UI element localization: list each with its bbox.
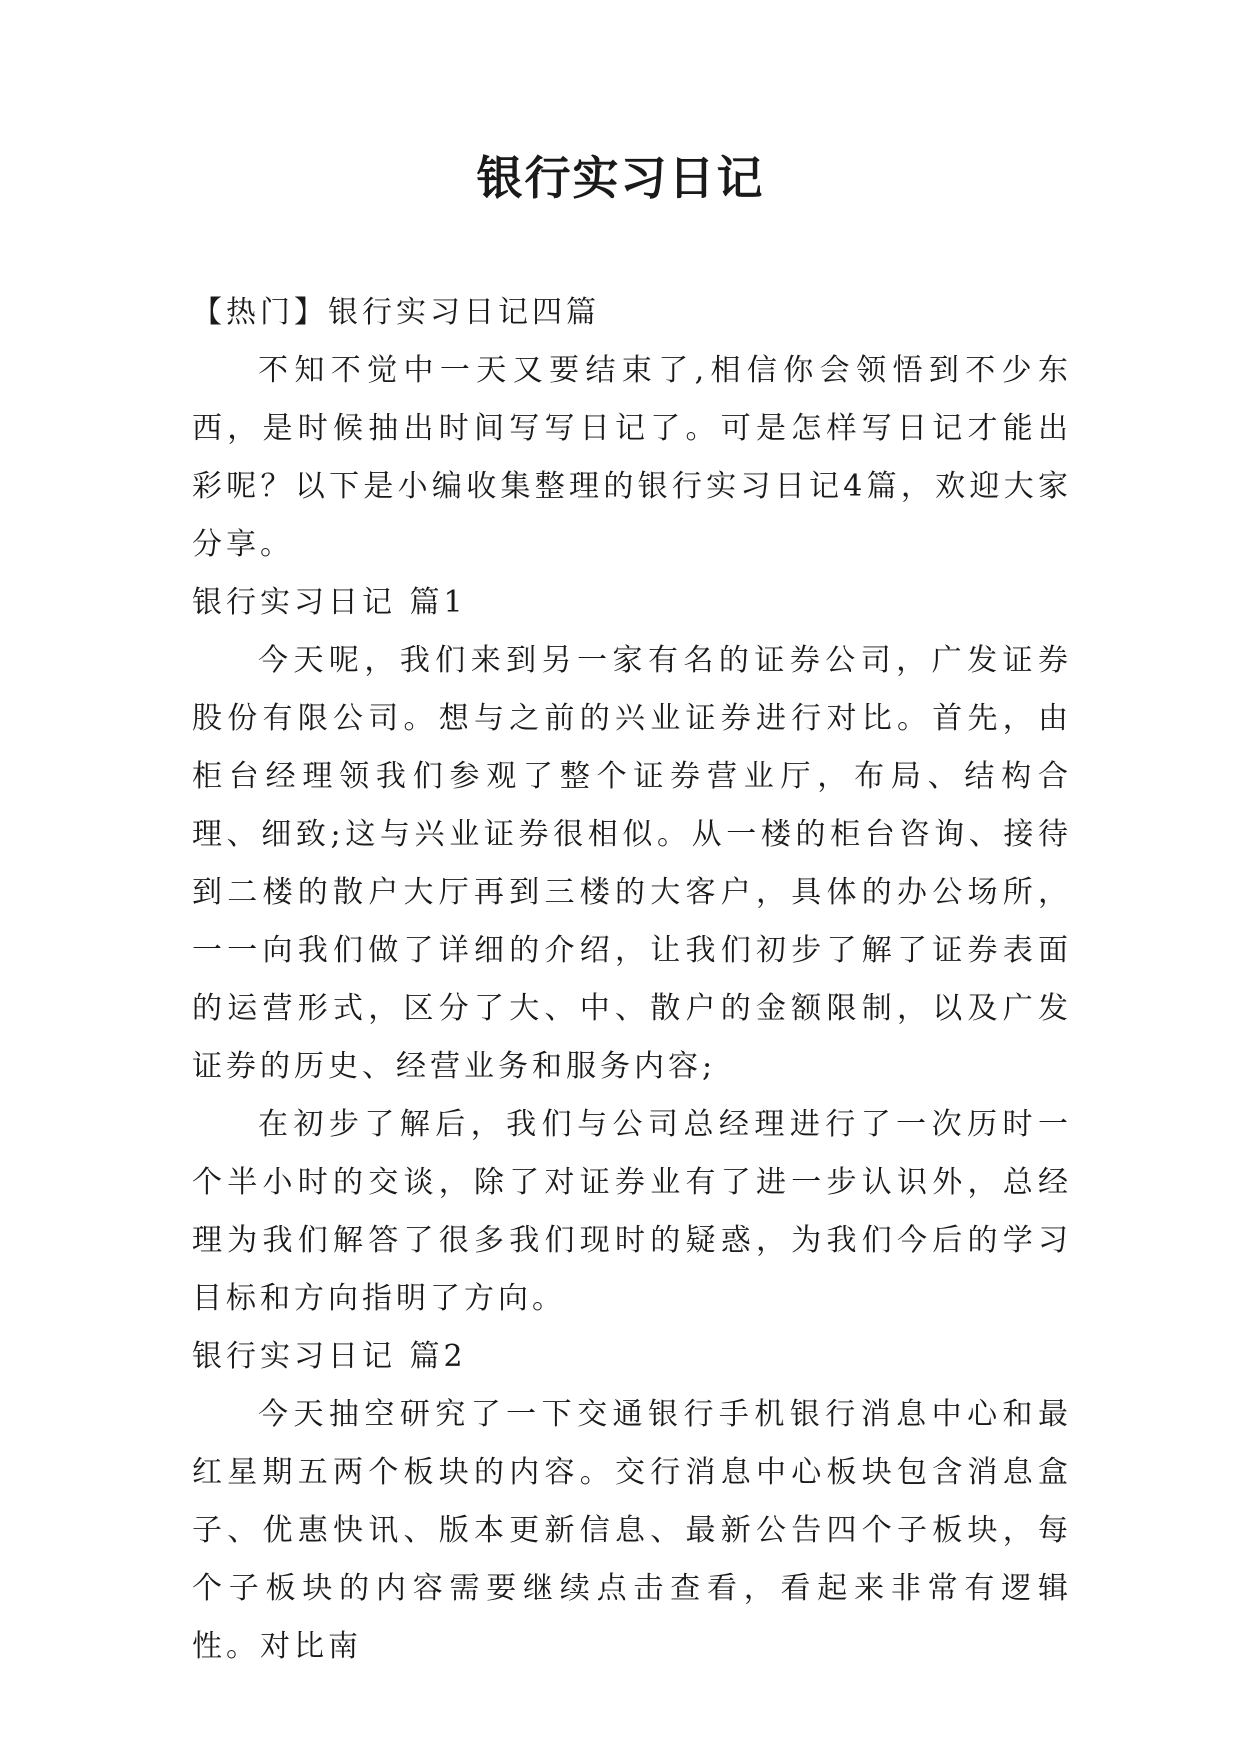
section-paragraph: 今天抽空研究了一下交通银行手机银行消息中心和最红星期五两个板块的内容。交行消息中心板块包含消息盒子、优惠快讯、版本更新信息、最新公告四个子板块，每个子板块的内容需要继续点击查看，看起来非常有逻辑性。对比南 xyxy=(192,1397,1072,1664)
section-paragraph: 在初步了解后，我们与公司总经理进行了一次历时一个半小时的交谈，除了对证券业有了进一步认识外，总经理为我们解答了很多我们现时的疑惑，为我们今后的学习目标和方向指明了方向。 xyxy=(192,1107,1072,1316)
document-subtitle: 【热门】银行实习日记四篇 xyxy=(192,295,600,330)
section-heading: 银行实习日记 篇2 xyxy=(192,1339,467,1374)
intro-paragraph: 不知不觉中一天又要结束了,相信你会领悟到不少东西，是时候抽出时间写写日记了。可是怎样写日记才能出彩呢？以下是小编收集整理的银行实习日记4篇，欢迎大家分享。 xyxy=(192,353,1072,562)
document-title: 银行实习日记 xyxy=(476,151,765,205)
section-heading: 银行实习日记 篇1 xyxy=(192,585,467,620)
document-body xyxy=(192,284,1072,1676)
section-paragraph: 今天呢，我们来到另一家有名的证券公司，广发证券股份有限公司。想与之前的兴业证券进行对比。首先，由柜台经理领我们参观了整个证券营业厅，布局、结构合理、细致;这与兴业证券很相似。从一楼的柜台咨询、接待到二楼的散户大厅再到三楼的大客户，具体的办公场所，一一向我们做了详细的介绍，让我们初步了解了证券表面的运营形式，区分了大、中、散户的金额限制，以及广发证券的历史、经营业务和服务内容; xyxy=(192,643,1072,1084)
